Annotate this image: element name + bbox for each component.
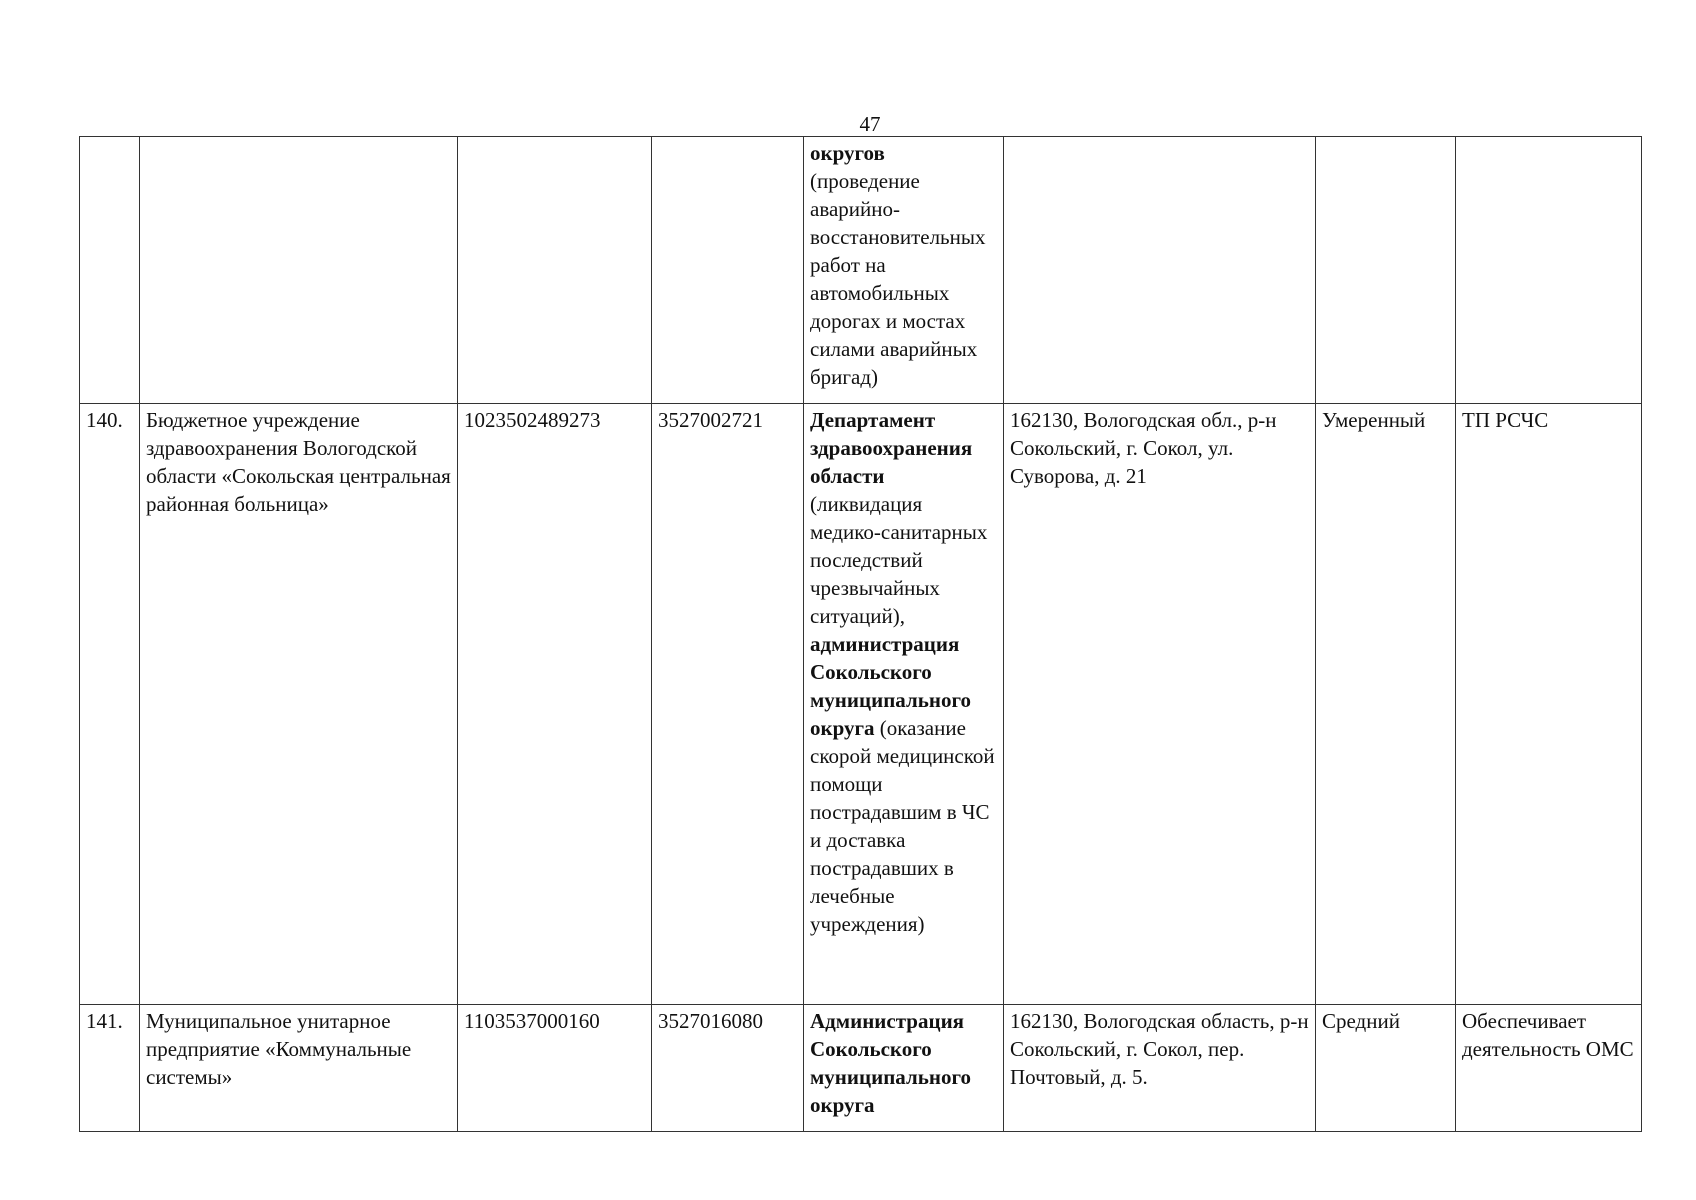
row-number-cell: 141. (80, 1005, 140, 1132)
risk-cell: Умеренный (1316, 404, 1456, 1005)
subordination-cell (804, 1005, 1004, 1132)
inn-cell: 3527016080 (652, 1005, 804, 1132)
system-cell: ТП РСЧС (1456, 404, 1642, 1005)
risk-cell: Средний (1316, 1005, 1456, 1132)
row-number-cell: 140. (80, 404, 140, 1005)
subordination-bold-text: Администрация Сокольского муниципального округа (810, 1009, 971, 1117)
ogrn-cell: 1023502489273 (458, 404, 652, 1005)
ogrn-cell: 1103537000160 (458, 1005, 652, 1132)
subordination-note: (оказание скорой медицинской помощи пострадавшим в ЧС и доставка пострадавших в лечебные учреждения) (810, 716, 995, 936)
org-name-cell: Муниципальное унитарное предприятие «Коммунальные системы» (140, 1005, 458, 1132)
subordination-bold-text: Департамент здравоохранения области (810, 408, 973, 488)
inn-cell: 3527002721 (652, 404, 804, 1005)
table-row (80, 1005, 1642, 1132)
system-cell (1456, 137, 1642, 404)
address-cell: 162130, Вологодская обл., р-н Сокольский, г. Сокол, ул. Суворова, д. 21 (1004, 404, 1316, 1005)
organizations-table (79, 136, 1642, 1132)
subordination-cell (804, 137, 1004, 404)
org-name-cell: Бюджетное учреждение здравоохранения Вологодской области «Сокольская центральная районная больница» (140, 404, 458, 1005)
subordination-note: (ликвидация медико-санитарных последствий чрезвычайных ситуаций), (810, 492, 988, 628)
risk-cell (1316, 137, 1456, 404)
inn-cell (652, 137, 804, 404)
row-number-cell (80, 137, 140, 404)
page-number: 47 (859, 112, 881, 136)
table-row (80, 404, 1642, 1005)
ogrn-cell (458, 137, 652, 404)
subordination-cell (804, 404, 1004, 1005)
org-name-cell (140, 137, 458, 404)
subordination-bold-text: администрация Сокольского муниципального округа (810, 632, 971, 740)
address-cell (1004, 137, 1316, 404)
subordination-note: (проведение аварийно-восстановительных работ на автомобильных дорогах и мостах силами аварийных бригад) (810, 169, 986, 389)
address-cell: 162130, Вологодская область, р-н Сокольский, г. Сокол, пер. Почтовый, д. 5. (1004, 1005, 1316, 1132)
system-cell: Обеспечивает деятельность ОМС (1456, 1005, 1642, 1132)
subordination-bold-text: округов (810, 141, 885, 165)
table-row (80, 137, 1642, 404)
